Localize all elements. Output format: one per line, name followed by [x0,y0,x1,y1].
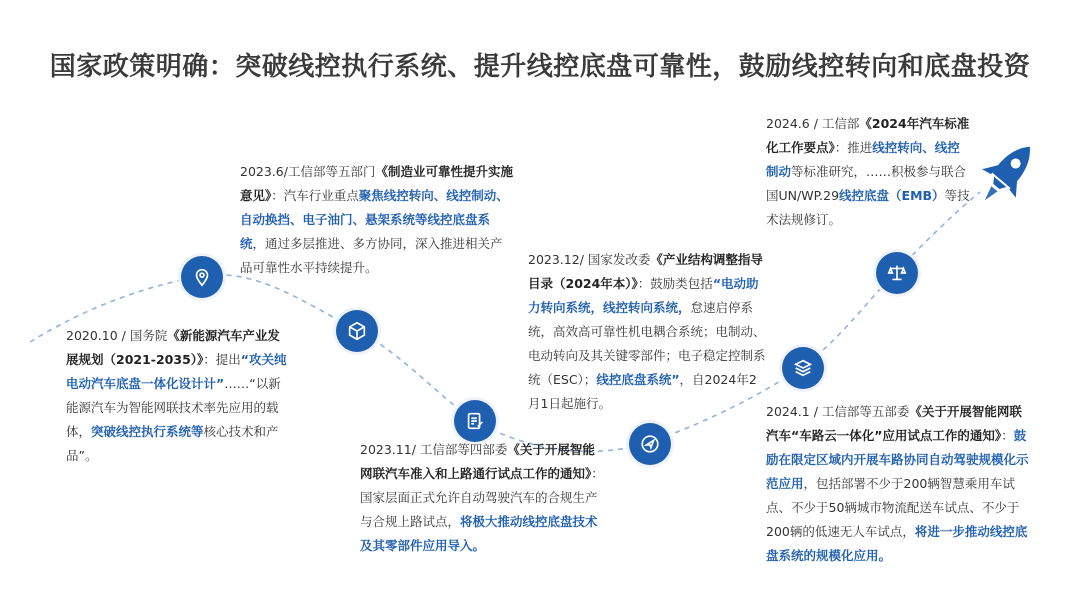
event-2023-12 [528,248,768,416]
timeline-node-2023-11 [454,400,496,442]
rocket-graphic [968,132,1044,218]
event-highlight: 线控底盘系统” [596,372,680,387]
event-text: 核心技术和产品”。 [66,424,279,463]
policy-title: 《新能源汽车产业发展规划（2021-2035）》 [66,328,280,367]
event-2020-10 [66,324,288,468]
event-highlight: 线控转向、线控制动 [766,140,960,179]
event-highlight: 鼓励在限定区域内开展车路协同自动驾驶规模化示范应用 [766,428,1029,491]
timeline-node-2024-1 [782,347,824,389]
event-highlight: “电动助力转向系统，线控转向系统， [528,276,759,315]
event-text: ：汽车行业重点 [271,188,359,203]
balance-scale-icon [886,262,908,284]
event-highlight: 线控底盘（EMB） [839,188,945,203]
event-text: ： [1001,428,1014,443]
event-2023-11 [360,438,604,558]
page-title: 国家政策明确：突破线控执行系统、提升线控底盘可靠性，鼓励线控转向和底盘投资 [49,52,1031,82]
event-2023-6 [240,160,515,280]
event-text: ，通过多层推进、多方协同，深入推进相关产品可靠性水平持续提升。 [240,236,503,275]
timeline-node-2023-6 [181,256,223,298]
timeline-node-2020-10 [336,310,378,352]
timeline-node-2024-6 [876,252,918,294]
event-source: 2023.11/ 工信部等四部委 [360,442,508,457]
event-text: ，包括部署不少于200辆智慧乘用车试点、不少于50辆城市物流配送车试点、不少于200辆的低速无人车试点， [766,476,1020,539]
event-text: ：国家层面正式允许自动驾驶汽车的合规生产与合规上路试点， [360,466,604,529]
report-pen-icon [464,410,486,432]
event-highlight: 突破线控执行系统等 [91,424,204,439]
event-highlight: 将极大推动线控底盘技术及其零部件应用导入。 [360,514,598,553]
event-2024-1 [766,400,1032,568]
event-text: ：推进 [834,140,873,155]
event-source: 2024.6 / 工信部 [766,116,860,131]
event-text: 怠速启停系统，高效高可靠性机电耦合系统；电制动、电动转向及其关键零部件；电子稳定控制系统（ESC）； [528,300,766,387]
policy-title: 《关于开展智能网联汽车“车路云一体化”应用试点工作的通知》 [766,404,1022,443]
policy-title: 《关于开展智能网联汽车准入和上路通行试点工作的通知》 [360,442,595,481]
event-text: ：鼓励类包括 [637,276,713,291]
event-source: 2020.10 / 国务院 [66,328,168,343]
document-cube-icon [346,320,368,342]
event-text: ：提出 [203,352,241,367]
event-text: ……“以新能源汽车为智能网联技术率先应用的载体， [66,376,281,439]
timeline-node-2023-12 [629,423,671,465]
event-text: 等技术法规修订。 [766,188,970,227]
event-source: 2024.1 / 工信部等五部委 [766,404,910,419]
event-2024-6 [766,112,972,232]
stacked-layers-icon [792,357,814,379]
event-text: ，自2024年2月1日起施行。 [528,372,757,411]
event-highlight: “攻关纯电动汽车底盘一体化设计计” [66,352,287,391]
rocket-icon [968,132,1044,218]
event-text: 等标准研究，……积极参与联合国UN/WP.29 [766,164,967,203]
policy-title: 《制造业可靠性提升实施意见》 [240,164,513,203]
paper-plane-icon [639,433,661,455]
event-highlight: 将进一步推动线控底盘系统的规模化应用。 [766,524,1028,563]
policy-title: 《2024年汽车标准化工作要点》 [766,116,970,155]
event-source: 2023.12/ 国家发改委 [528,252,651,267]
location-pin-icon [191,266,213,288]
event-source: 2023.6/工信部等五部门 [240,164,376,179]
policy-title: 《产业结构调整指导目录（2024年本）》 [528,252,763,291]
event-highlight: 聚焦线控转向、线控制动、自动换挡、电子油门、悬架系统等线控底盘系统 [240,188,509,251]
